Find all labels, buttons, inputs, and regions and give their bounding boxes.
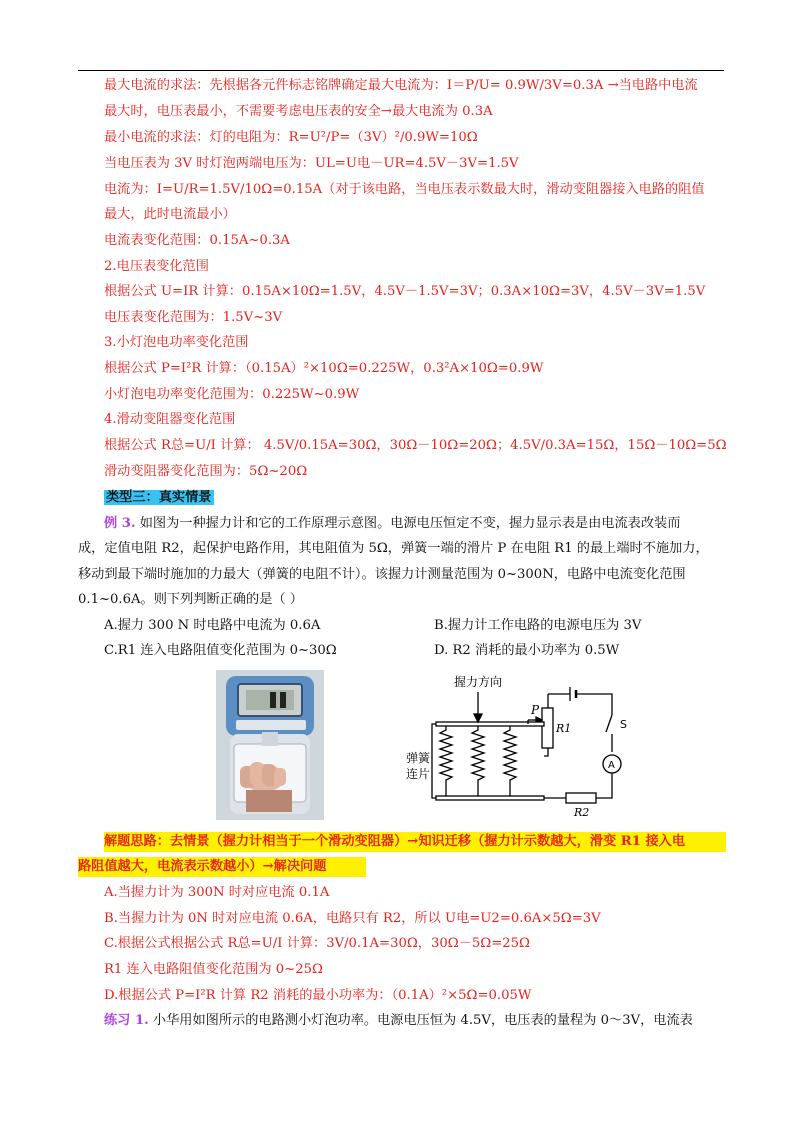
text-line: 根据公式 R总=U/I 计算： 4.5V/0.15A=30Ω，30Ω－10Ω=20Ω；4.5V/0.3A=15Ω，15Ω－10Ω=5Ω [104, 438, 727, 453]
grip-meter-illustration [216, 670, 324, 820]
example-line: 成，定值电阻 R2，起保护电路作用，其电阻值为 5Ω，弹簧一端的滑片 P 在电阻 R1 的最上端时不施加力， [78, 541, 709, 556]
r2-label: R2 [574, 806, 590, 819]
spring-label-1: 弹簧 [406, 751, 431, 765]
text-line: 2.电压表变化范围 [104, 259, 209, 274]
grip-direction-label: 握力方向 [454, 675, 503, 689]
example-line [104, 514, 680, 534]
text-line: 最小电流的求法：灯的电阻为：R=U²/P=（3V）²/0.9W=10Ω [104, 130, 478, 145]
text-line: 最大时，电压表最小，不需要考虑电压表的安全→最大电流为 0.3A [104, 104, 493, 119]
text-line: 电流表变化范围：0.15A~0.3A [104, 233, 290, 248]
text-line: 电压表变化范围为：1.5V~3V [104, 310, 283, 325]
practice-line [104, 1011, 693, 1031]
option-a: A.握力 300 N 时电路中电流为 0.6A [104, 618, 321, 633]
switch-label: S [620, 718, 627, 731]
practice-text: 小华用如图所示的电路测小灯泡功率。电源电压恒为 4.5V，电压表的量程为 0～3V，电流表 [148, 1013, 693, 1028]
example-line: 移动到最下端时施加的力最大（弹簧的电阻不计）。该握力计测量范围为 0~300N，电路中电流变化范围 [78, 567, 686, 582]
r1-label: R1 [556, 722, 572, 735]
example-label: 例 3. [104, 516, 136, 531]
text-line: 最大电流的求法：先根据各元件标志铭牌确定最大电流为：I＝P/U= 0.9W/3V=0.3A →当电路中电流 [104, 78, 698, 93]
text-line: 4.滑动变阻器变化范围 [104, 412, 236, 427]
spring-label-2: 连片 [406, 767, 431, 781]
grip-meter-photo [216, 670, 324, 820]
option-b: B.握力计工作电路的电源电压为 3V [434, 618, 642, 633]
answer-line: R1 连入电路阻值变化范围为 0~25Ω [104, 962, 323, 977]
answer-line: C.根据公式根据公式 R总=U/I 计算：3V/0.1A=30Ω，30Ω－5Ω=25Ω [104, 936, 530, 951]
header-rule [78, 70, 724, 71]
practice-label: 练习 1. [104, 1013, 149, 1028]
answer-line: B.当握力计为 0N 时对应电流 0.6A，电路只有 R2，所以 U电=U2=0.6A×5Ω=3V [104, 911, 601, 926]
section-title: 类型三：真实情景 [106, 490, 212, 505]
text-line: 3.小灯泡电功率变化范围 [104, 335, 249, 350]
option-d: D. R2 消耗的最小功率为 0.5W [434, 643, 620, 658]
ammeter-label: A [608, 760, 615, 771]
text-line: 滑动变阻器变化范围为：5Ω~20Ω [104, 464, 308, 479]
example-text: 如图为一种握力计和它的工作原理示意图。电源电压恒定不变，握力显示表是由电流表改装而 [135, 516, 681, 531]
solution-idea-line: 解题思路：去情景（握力计相当于一个滑动变阻器）→知识迁移（握力计示数越大，滑变 R1 接入电 [104, 834, 686, 849]
slider-p-label: P [531, 703, 540, 717]
answer-line: A.当握力计为 300N 时对应电流 0.1A [104, 885, 330, 900]
text-line: 根据公式 P=I²R 计算：（0.15A）²×10Ω=0.225W，0.3²A×10Ω=0.9W [104, 361, 544, 376]
grip-meter-circuit-diagram [404, 670, 726, 820]
option-c: C.R1 连入电路阻值变化范围为 0~30Ω [104, 643, 337, 658]
text-line: 小灯泡电功率变化范围为：0.225W~0.9W [104, 387, 360, 402]
text-line: 最大，此时电流最小） [104, 207, 236, 222]
text-line: 根据公式 U=IR 计算：0.15A×10Ω=1.5V，4.5V－1.5V=3V；0.3A×10Ω=3V，4.5V－3V=1.5V [104, 284, 706, 299]
answer-line: D.根据公式 P=I²R 计算 R2 消耗的最小功率为：（0.1A）²×5Ω=0.05W [104, 988, 532, 1003]
section-heading [104, 488, 214, 508]
solution-idea-line: 路阻值越大，电流表示数越小）→解决问题 [78, 859, 327, 874]
example-line: 0.1~0.6A。则下列判断正确的是（ ） [78, 592, 303, 607]
text-line: 电流为：I=U/R=1.5V/10Ω=0.15A（对于该电路，当电压表示数最大时，滑动变阻器接入电路的阻值 [104, 182, 705, 197]
text-line: 当电压表为 3V 时灯泡两端电压为：UL=U电－UR=4.5V－3V=1.5V [104, 156, 519, 171]
